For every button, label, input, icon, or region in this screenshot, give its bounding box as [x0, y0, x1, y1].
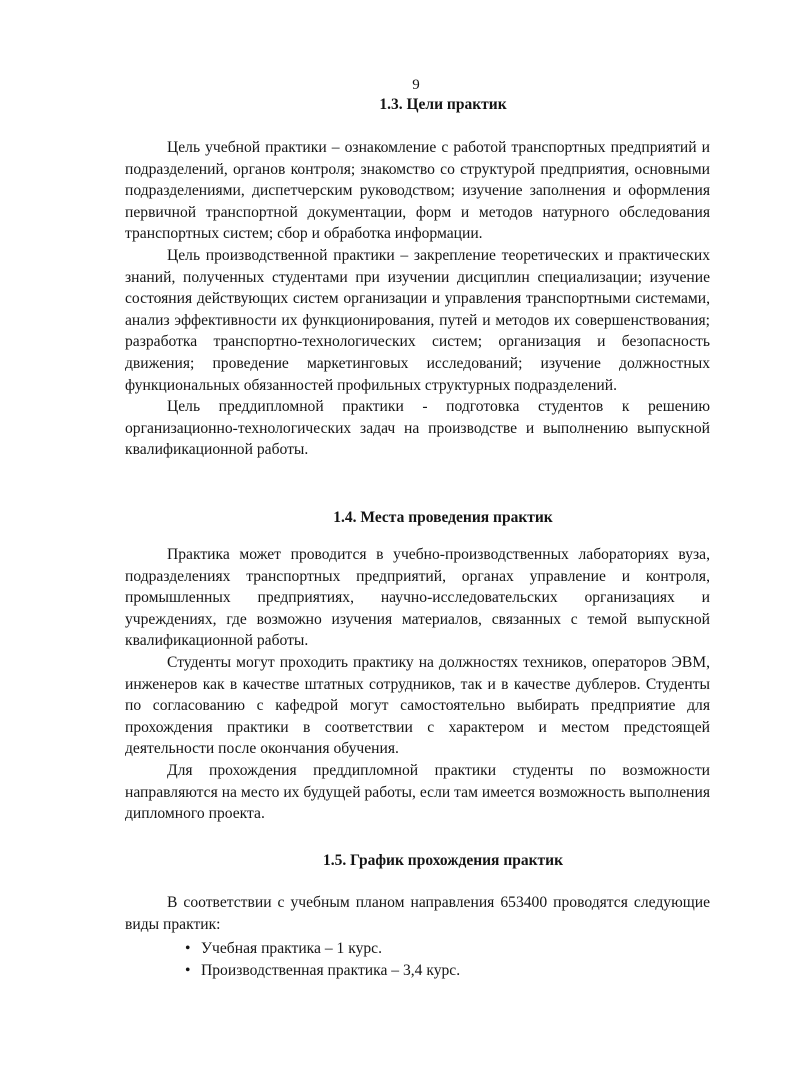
- paragraph-practice-locations: Практика может проводится в учебно-производственных лабораториях вуза, подразделениях транспортных предприятий, органах управление и контроля, промышленных предприятиях, научно-исследовательских организациях и учреждениях, где возможно изучения материалов, связанных с темой выпускной квалификационной работы.: [125, 546, 710, 650]
- paragraph-training-practice-goal: Цель учебной практики – ознакомление с работой транспортных предприятий и подразделений, органов контроля; знакомство со структурой предприятия, основными подразделениями, диспетчерским руководством; изучение заполнения и оформления первичной транспортной документации, форм и методов натурного обследования транспортных систем; сбор и обработка информации.: [125, 139, 710, 243]
- paragraph-production-practice-goal: Цель производственной практики – закрепление теоретических и практических знаний, полученных студентами при изучении дисциплин специализации; изучение состояния действующих систем организации и управления транспортными системами, анализ эффективности их функционирования, путей и методов их совершенствования; разработка транспортно-технологических систем; организация и безопасность движения; проведение маркетинговых исследований; изучение должностных функциональных обязанностей профильных структурных подразделений.: [125, 246, 710, 394]
- section-1-3-heading: 1.3. Цели практик: [379, 96, 507, 113]
- practice-types-list: [185, 938, 460, 982]
- paragraph-student-positions: Студенты могут проходить практику на должностях техников, операторов ЭВМ, инженеров как в качестве штатных сотрудников, так и в качестве дублеров. Студенты по согласованию с кафедрой могут самостоятельно выбирать предприятие для прохождения практики в соответствии с характером и местом предстоящей деятельности после окончания обучения.: [125, 653, 710, 758]
- section-1-4-heading: 1.4. Места проведения практик: [333, 509, 553, 526]
- paragraph-prediploma-placement: Для прохождения преддипломной практики студенты по возможности направляются на место их будущей работы, если там имеется возможность выполнения дипломного проекта.: [125, 761, 710, 823]
- bullet-icon: •: [185, 940, 191, 957]
- list-item-text: Производственная практика – 3,4 курс.: [201, 962, 461, 979]
- list-item-text: Учебная практика – 1 курс.: [201, 940, 382, 957]
- section-1-5-body: [125, 892, 710, 935]
- section-1-3-body: [125, 137, 710, 461]
- page-number: 9: [412, 77, 420, 93]
- paragraph-prediploma-practice-goal: Цель преддипломной практики - подготовка студентов к решению организационно-технологических задач на производстве и выполнению выпускной квалификационной работы.: [125, 398, 710, 459]
- paragraph-practice-schedule-intro: В соответствии с учебным планом направления 653400 проводятся следующие виды практик:: [125, 894, 710, 933]
- section-1-5-heading: 1.5. График прохождения практик: [322, 852, 564, 869]
- list-item: [185, 960, 460, 982]
- bullet-icon: •: [185, 962, 191, 979]
- section-1-4-body: [125, 544, 710, 825]
- list-item: [185, 938, 460, 960]
